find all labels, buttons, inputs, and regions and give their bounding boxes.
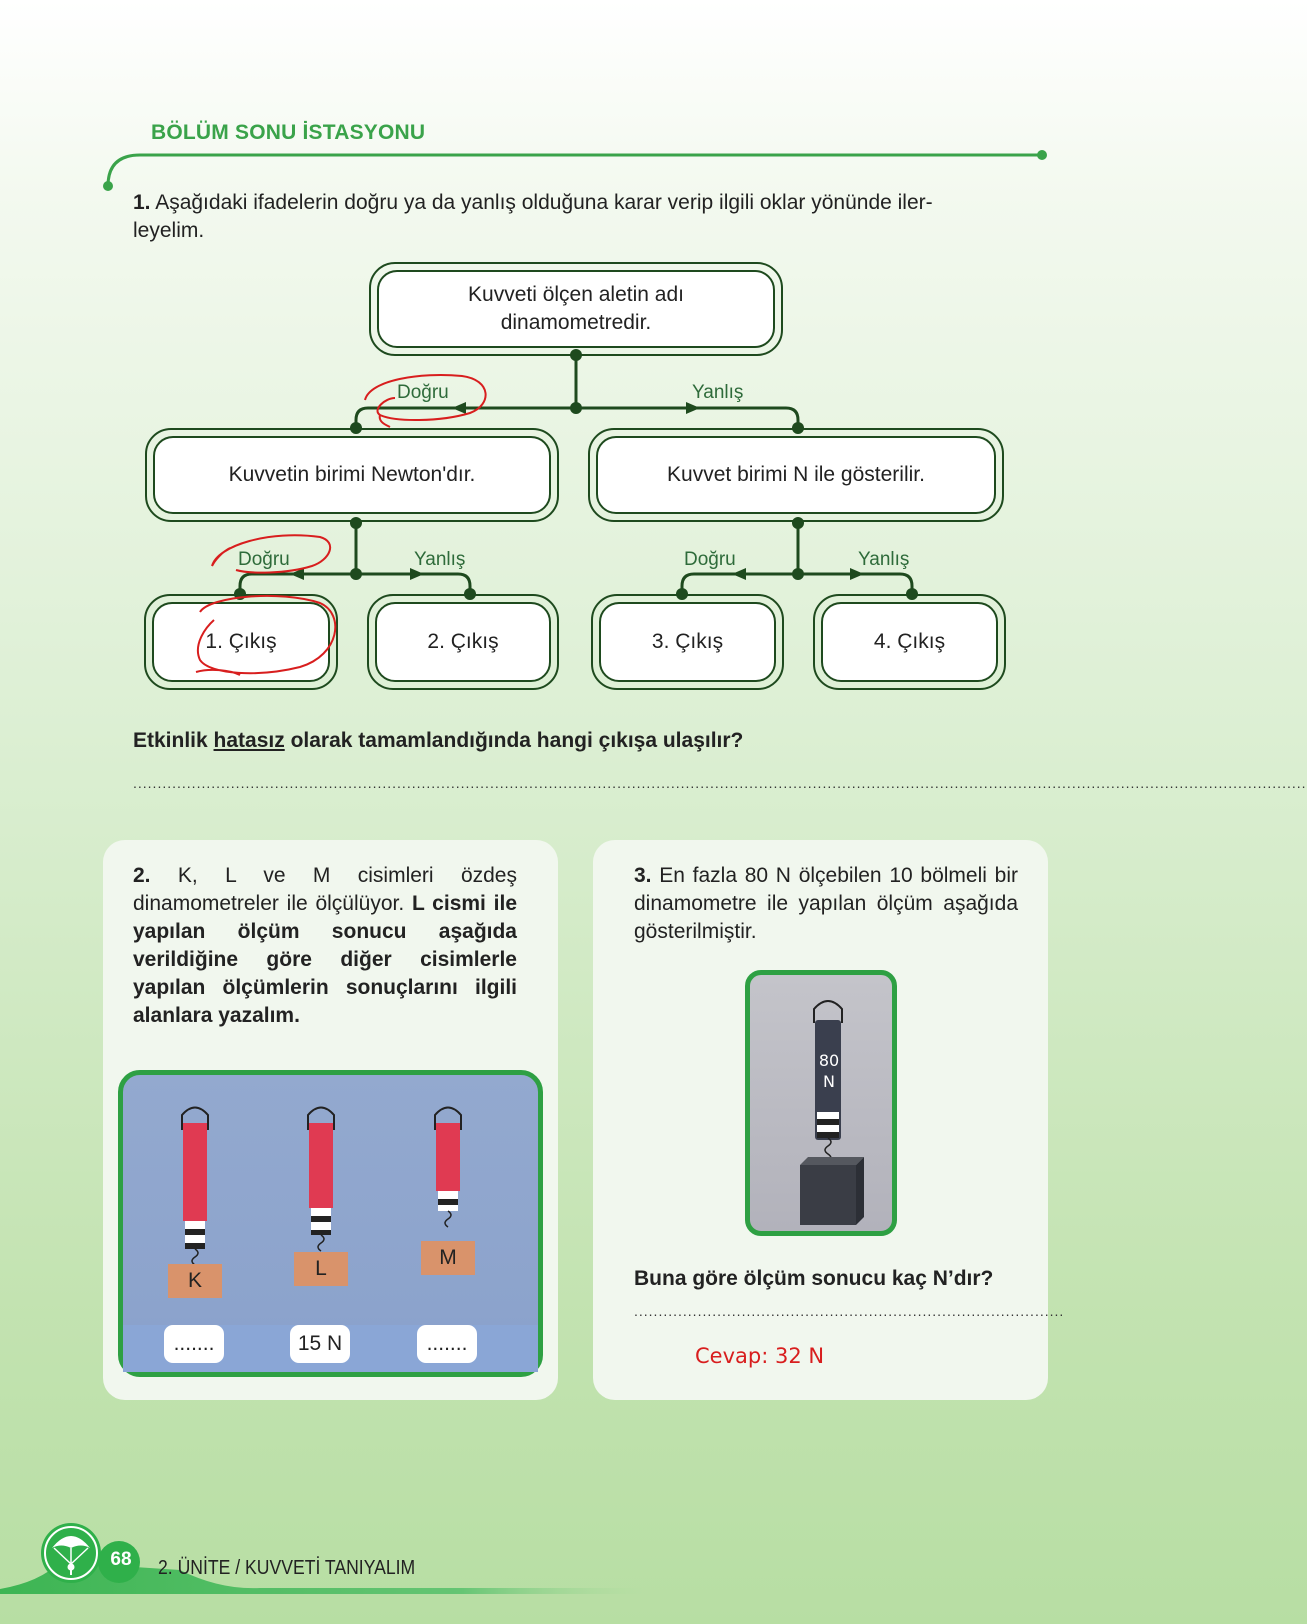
red-circle-annotations bbox=[0, 0, 1151, 720]
branch-label-false-right: Yanlış bbox=[858, 549, 910, 570]
object-m: M bbox=[421, 1241, 475, 1275]
unit-title: 2. ÜNİTE / KUVVETİ TANIYALIM bbox=[158, 1557, 416, 1579]
dynamometer-k bbox=[182, 1108, 208, 1274]
branch-label-false-left: Yanlış bbox=[414, 549, 466, 570]
exit-1-label: 1. Çıkış bbox=[152, 602, 330, 682]
q2-text-bold: L cismi ile yapılan ölçüm sonucu aşağıda verildiğine göre diğer cisimlerle yapılan ölçümlerin sonuçlarını ilgili alanlara yazalım. bbox=[133, 892, 517, 1027]
value-m-field[interactable]: ....... bbox=[417, 1325, 477, 1363]
q3-scale-label-2: N bbox=[823, 1072, 835, 1091]
q3-instruction: En fazla 80 N ölçebilen 10 bölmeli bir dinamometre ile yapılan ölçüm aşağıda gösterilmiştir. bbox=[634, 864, 1018, 943]
q3-dynamometer-drawing bbox=[750, 975, 892, 1231]
q3-dynamometer-image bbox=[745, 970, 897, 1236]
parachute-logo-icon bbox=[48, 1530, 94, 1576]
exit-2-label: 2. Çıkış bbox=[375, 602, 551, 682]
exit-4-label: 4. Çıkış bbox=[821, 602, 998, 682]
value-l-field: 15 N bbox=[290, 1325, 350, 1363]
q2-text bbox=[133, 862, 517, 1030]
flow-root-line2: dinamometredir. bbox=[500, 311, 652, 334]
page-number: 68 bbox=[110, 1549, 132, 1570]
q3-scale-label bbox=[814, 1050, 844, 1092]
q2-dynamometer-image bbox=[118, 1070, 543, 1377]
flow-right-text: Kuvvet birimi N ile gösterilir. bbox=[596, 436, 996, 514]
dynamometer-m bbox=[435, 1108, 461, 1228]
q1-instruction-line2: leyelim. bbox=[133, 219, 205, 242]
branch-label-true-right: Doğru bbox=[684, 549, 736, 570]
flow-root-line1: Kuvveti ölçen aletin adı bbox=[468, 283, 684, 306]
q3-answer-line[interactable]: ........................................................................................ bbox=[634, 1303, 1065, 1319]
q1-question-pre: Etkinlik bbox=[133, 729, 214, 752]
object-l: L bbox=[294, 1252, 348, 1286]
q1-number: 1. bbox=[133, 191, 151, 214]
section-title: BÖLÜM SONU İSTASYONU bbox=[151, 121, 426, 144]
exit-3-label: 3. Çıkış bbox=[599, 602, 776, 682]
q3-number: 3. bbox=[634, 864, 652, 887]
q2-number: 2. bbox=[133, 864, 151, 887]
q3-handwritten-answer: Cevap: 32 N bbox=[695, 1344, 825, 1368]
branch-label-false-top: Yanlış bbox=[692, 382, 744, 403]
q3-question: Buna göre ölçüm sonucu kaç N’dır? bbox=[634, 1267, 994, 1290]
q1-answer-line[interactable]: ................................................................................................................................................................................................................................................ bbox=[133, 775, 1307, 791]
q3-text bbox=[634, 862, 1018, 946]
q3-scale-label-1: 80 bbox=[818, 1051, 840, 1070]
q1-question-underlined: hatasız bbox=[213, 729, 285, 752]
object-k: K bbox=[168, 1264, 222, 1298]
q1-question bbox=[133, 729, 743, 753]
q1-question-post: olarak tamamlandığında hangi çıkışa ulaşılır? bbox=[284, 729, 744, 752]
q1-instruction: Aşağıdaki ifadelerin doğru ya da yanlış olduğuna karar verip ilgili oklar yönünde iler- bbox=[150, 191, 933, 214]
flow-left-text: Kuvvetin birimi Newton'dır. bbox=[153, 436, 551, 514]
value-k-field[interactable]: ....... bbox=[164, 1325, 224, 1363]
branch-label-true-left: Doğru bbox=[238, 549, 290, 570]
branch-label-true-top: Doğru bbox=[397, 382, 449, 403]
q2-text-plain: K, L ve M cisimleri özdeş dinamometreler ile ölçülüyor. bbox=[133, 864, 517, 915]
dynamometer-l bbox=[308, 1108, 334, 1252]
